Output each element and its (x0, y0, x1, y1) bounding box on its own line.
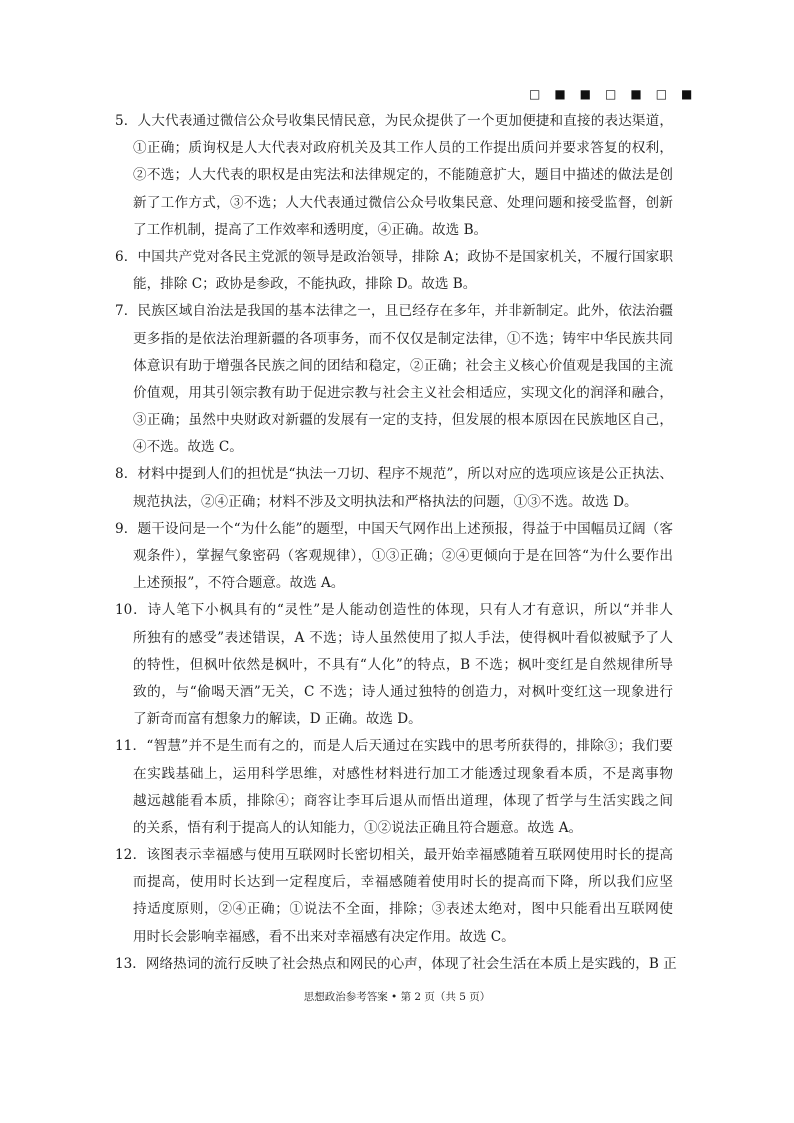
answer-item-5 (115, 108, 673, 244)
line-text: 诗人笔下小枫具有的“灵性”是人能动创造性的体现，只有人才有意识，所以“并非人 (147, 602, 673, 619)
answer-item-7 (115, 298, 673, 461)
item-number: 7． (115, 303, 138, 320)
text-line (115, 108, 673, 135)
line-text: 人大代表通过微信公众号收集民情民意，为民众提供了一个更加便捷和直接的表达渠道， (137, 113, 673, 129)
text-line: 规范执法，②④正确；材料不涉及文明执法和严格执法的问题，①③不选。故选 D。 (133, 493, 638, 510)
text-line: 了新奇而富有想象力的解读，D 正确。故选 D。 (133, 711, 422, 728)
text-line: 体意识有助于增强各民族之间的团结和稳定，②正确；社会主义核心价值观是我国的主流 (133, 357, 673, 374)
text-line (115, 298, 673, 325)
answer-item-8 (115, 461, 673, 515)
text-line: 用时长会影响幸福感，看不出来对幸福感有决定作用。故选 C。 (133, 928, 515, 945)
text-line: 持适度原则，②④正确；①说法不全面，排除；③表述太绝对，图中只能看出互联网使 (133, 901, 673, 918)
text-line: ①正确；质询权是人大代表对政府机关及其工作人员的工作提出质问并要求答复的权利， (133, 140, 673, 157)
item-number: 13． (115, 955, 146, 972)
line-text: 该图表示幸福感与使用互联网时长密切相关，最开始幸福感随着互联网使用时长的提高 (146, 847, 673, 864)
text-line: 而提高，使用时长达到一定程度后，幸福感随着使用时长的提高而下降，所以我们应坚 (133, 874, 673, 891)
text-line: 的关系，悟有利于提高人的认知能力，①②说法正确且符合题意。故选 A。 (133, 819, 583, 836)
text-line: 了工作机制，提高了工作效率和透明度，④正确。故选 B。 (133, 221, 488, 238)
item-number: 5． (115, 113, 138, 129)
answer-item-12 (115, 842, 673, 951)
item-number: 8． (115, 466, 138, 483)
item-number: 10． (115, 602, 148, 619)
answer-item-9 (115, 516, 673, 598)
item-number: 11． (115, 738, 147, 755)
text-line (115, 597, 673, 624)
text-line: 价值观，用其引领宗教有助于促进宗教与社会主义社会相适应，实现文化的润泽和融合， (133, 384, 673, 401)
text-line: 在实践基础上，运用科学思维，对感性材料进行加工才能透过现象看本质，不是离事物 (133, 765, 673, 782)
text-line (115, 733, 673, 760)
answer-item-11 (115, 733, 673, 842)
answer-body (115, 108, 677, 978)
text-line: ②不选；人大代表的职权是由宪法和法律规定的，不能随意扩大，题目中描述的做法是创 (133, 167, 673, 184)
text-line: ④不选。故选 C。 (133, 439, 243, 456)
line-text: 题干设问是一个“为什么能”的题型，中国天气网作出上述预报，得益于中国幅员辽阔（客 (137, 520, 673, 537)
text-line: 的特性，但枫叶依然是枫叶，不具有“人化”的特点，B 不选；枫叶变红是自然规律所导 (133, 656, 673, 673)
text-line: 更多指的是依法治理新疆的各项事务，而不仅仅是制定法律，①不选；铸牢中华民族共同 (133, 330, 673, 347)
text-line: 越远越能看本质，排除④；商容让李耳后退从而悟出道理，体现了哲学与生活实践之间 (133, 792, 673, 809)
text-line (115, 951, 677, 978)
item-number: 6． (115, 248, 138, 265)
line-text: 中国共产党对各民主党派的领导是政治领导，排除 A；政协不是国家机关，不履行国家职 (137, 248, 673, 265)
answer-item-6 (115, 244, 673, 298)
item-number: 9． (115, 520, 138, 537)
text-line: 上述预报”，不符合题意。故选 A。 (133, 575, 345, 592)
text-line (115, 842, 673, 869)
text-line: 能，排除 C；政协是参政，不能执政，排除 D。故选 B。 (133, 276, 477, 293)
line-text: 民族区域自治法是我国的基本法律之一，且已经存在多年，并非新制定。此外，依法治疆 (137, 303, 673, 320)
line-text: “智慧”并不是生而有之的，而是人后天通过在实践中的思考所获得的，排除③；我们要 (146, 738, 673, 755)
header-marks: □■■□■□■ (529, 87, 707, 101)
line-text: 网络热词的流行反映了社会热点和网民的心声，体现了社会生活在本质上是实践的，B 正 (145, 955, 677, 972)
answer-item-13 (115, 951, 677, 978)
text-line (115, 461, 673, 488)
page-footer: 思想政治参考答案 • 第 2 页（共 5 页） (303, 991, 491, 1003)
item-number: 12． (115, 847, 147, 864)
line-text: 材料中提到人们的担忧是“执法一刀切、程序不规范”，所以对应的选项应该是公正执法、 (137, 466, 673, 483)
text-line: 观条件），掌握气象密码（客观规律），①③正确；②④更倾向于是在回答“为什么要作出 (133, 548, 673, 564)
text-line: 致的，与“偷喝天酒”无关，C 不选；诗人通过独特的创造力，对枫叶变红这一现象进行 (133, 683, 673, 700)
text-line: 新了工作方式，③不选；人大代表通过微信公众号收集民意、处理问题和接受监督，创新 (133, 194, 673, 211)
text-line (115, 516, 673, 543)
text-line: ③正确；虽然中央财政对新疆的发展有一定的支持，但发展的根本原因在民族地区自己， (133, 412, 673, 429)
text-line (115, 244, 673, 271)
text-line: 所独有的感受”表述错误，A 不选；诗人虽然使用了拟人手法，使得枫叶看似被赋予了人 (133, 629, 673, 646)
answer-item-10 (115, 597, 673, 733)
